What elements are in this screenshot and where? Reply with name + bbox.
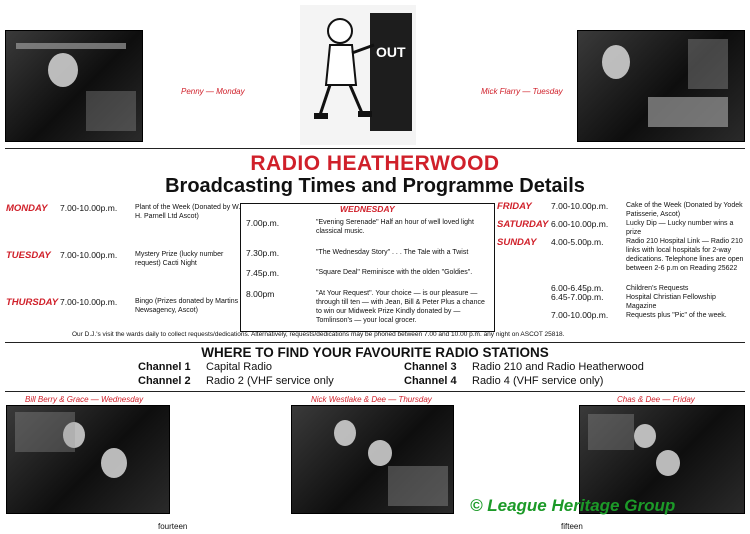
channel-2-station: Radio 2 (VHF service only: [206, 375, 334, 387]
desc-sunday-3: Hospital Christian Fellowship Magazine: [626, 294, 716, 310]
caption-chas-dee: Chas & Dee — Friday: [617, 395, 695, 404]
divider-bottom: [5, 391, 745, 392]
divider-top: [5, 148, 745, 149]
time-wed-1: 7.00p.m.: [246, 218, 280, 228]
day-tuesday: TUESDAY: [6, 250, 51, 261]
time-monday: 7.00-10.00p.m.: [60, 203, 118, 213]
caption-bill-grace: Bill Berry & Grace — Wednesday: [25, 395, 144, 404]
desc-friday: Cake of the Week (Donated by Yodek Patisserie, Ascot): [626, 202, 743, 218]
day-saturday: SATURDAY: [497, 219, 549, 230]
watermark: © League Heritage Group: [470, 496, 676, 515]
cartoon-illustration: [300, 5, 416, 145]
channel-4-station: Radio 4 (VHF service only): [472, 375, 604, 387]
day-friday: FRIDAY: [497, 201, 532, 212]
time-sunday: 4.00-5.00p.m.: [551, 237, 604, 247]
desc-sunday-2: Children's Requests: [626, 285, 689, 292]
caption-nick-dee: Nick Westlake & Dee — Thursday: [311, 395, 432, 404]
desc-wed-4: "At Your Request". Your choice — is our pleasure — through till ten — with Jean, Bill & Peter Plus a chance to win our Midweek Prize Kindly donated by — Tomlinson's — your local grocer.: [316, 290, 485, 324]
time-wed-3: 7.45p.m.: [246, 268, 280, 278]
photo-penny: [5, 30, 143, 142]
desc-wed-2: "The Wednesday Story" . . . The Tale with a Twist: [316, 249, 469, 256]
channel-4-label: Channel 4: [404, 375, 457, 387]
channel-3-label: Channel 3: [404, 361, 457, 373]
stations-heading: WHERE TO FIND YOUR FAVOURITE RADIO STATIONS: [201, 345, 549, 360]
channel-1-station: Capital Radio: [206, 361, 273, 373]
desc-monday: Plant of the Week (Donated by W. H. Parnell Ltd Ascot): [135, 204, 241, 220]
time-thursday: 7.00-10.00p.m.: [60, 297, 118, 307]
desc-wed-3: "Square Deal" Reminisce with the olden "Goldies".: [316, 269, 473, 276]
photo-nick-dee: [291, 405, 454, 514]
schedule-subtitle: Broadcasting Times and Programme Details: [165, 175, 585, 197]
door-sign: OUT: [376, 44, 406, 60]
desc-tuesday: Mystery Prize (lucky number request) Cacti Night: [135, 251, 224, 267]
desc-sunday-4: Requests plus "Pic" of the week.: [626, 312, 727, 319]
time-sunday-4: 7.00-10.00p.m.: [551, 310, 609, 320]
time-wed-4: 8.00pm: [246, 289, 275, 299]
channel-1-label: Channel 1: [138, 361, 191, 373]
day-sunday: SUNDAY: [497, 237, 537, 248]
time-tuesday: 7.00-10.00p.m.: [60, 250, 118, 260]
station-title: RADIO HEATHERWOOD: [250, 152, 500, 175]
time-sunday-2: 6.00-6.45p.m.: [551, 283, 604, 293]
page-number-right: fifteen: [561, 522, 583, 531]
time-wed-2: 7.30p.m.: [246, 248, 280, 258]
desc-saturday: Lucky Dip — Lucky number wins a prize: [626, 220, 734, 236]
day-wednesday: WEDNESDAY: [340, 204, 395, 214]
channel-2-label: Channel 2: [138, 375, 191, 387]
desc-thursday: Bingo (Prizes donated by Martins Newsagency, Ascot): [135, 298, 239, 314]
desc-wed-1: "Evening Serenade" Half an hour of well loved light classical music.: [316, 219, 474, 235]
photo-mick: [577, 30, 745, 142]
page-number-left: fourteen: [158, 522, 188, 531]
caption-mick: Mick Flarry — Tuesday: [481, 87, 563, 96]
desc-sunday: Radio 210 Hospital Link — Radio 210 links with local hospitals for 2-way dedications. Telephone lines are open between 2-6 p.m on Reading 25622: [626, 238, 744, 272]
request-note: Our D.J.'s visit the wards daily to collect requests/dedications. Alternatively, requests/dedications may be phoned between 7.00 and 10.00 p.m. any night on ASCOT 25818.: [72, 331, 565, 338]
divider-middle: [5, 342, 745, 343]
time-saturday: 6.00-10.00p.m.: [551, 219, 609, 229]
caption-penny: Penny — Monday: [181, 87, 245, 96]
time-sunday-3: 6.45-7.00p.m.: [551, 292, 604, 302]
time-friday: 7.00-10.00p.m.: [551, 201, 609, 211]
day-monday: MONDAY: [6, 203, 48, 214]
day-thursday: THURSDAY: [6, 297, 59, 308]
channel-3-station: Radio 210 and Radio Heatherwood: [472, 361, 644, 373]
photo-bill-grace: [6, 405, 170, 514]
